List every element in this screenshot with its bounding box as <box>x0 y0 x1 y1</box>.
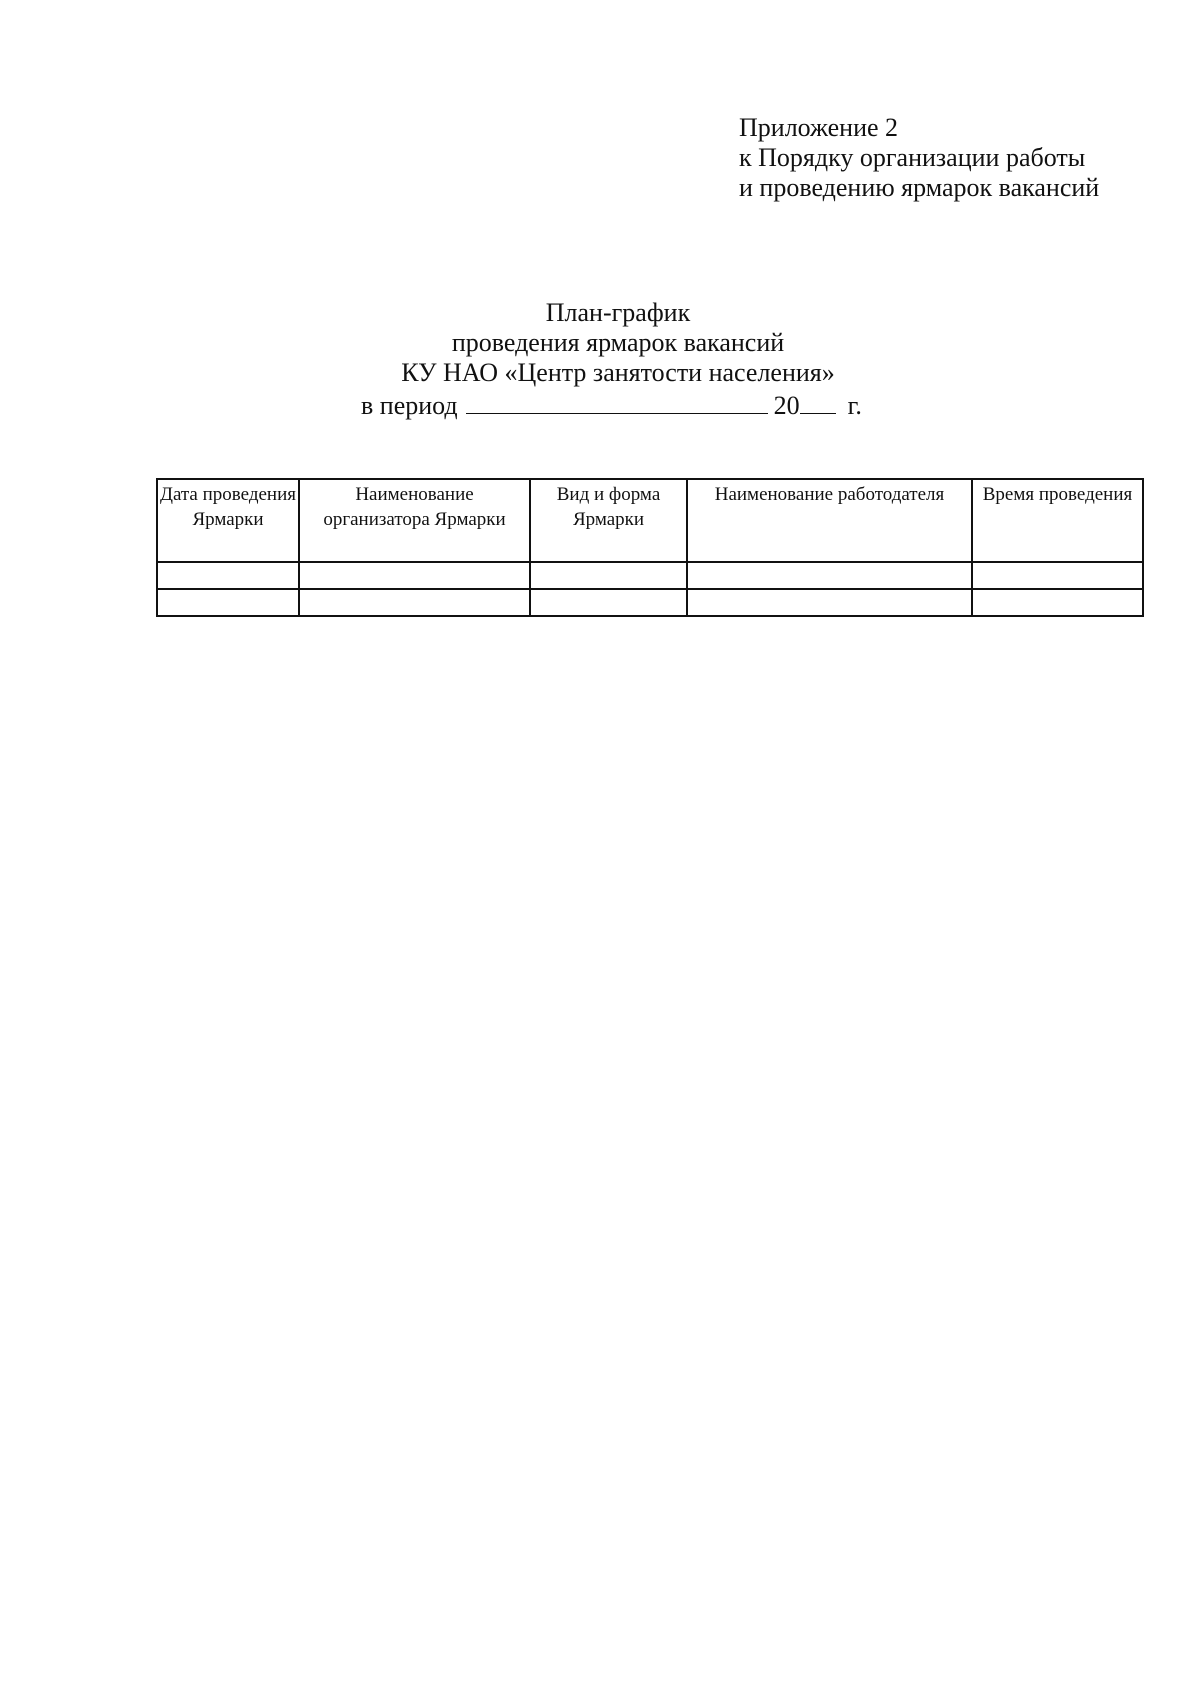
title-line-1: План-график <box>545 298 691 327</box>
period-blank-field <box>466 391 768 414</box>
table-cell <box>299 562 530 589</box>
table-cell <box>530 589 687 616</box>
table-cell <box>687 562 972 589</box>
table-cell <box>687 589 972 616</box>
table-cell <box>972 589 1143 616</box>
column-header-time: Время проведения <box>972 479 1143 562</box>
appendix-reference <box>739 113 1099 203</box>
year-prefix: 20 <box>773 391 800 420</box>
column-header-type-form: Вид и форма Ярмарки <box>530 479 687 562</box>
table-cell <box>157 562 299 589</box>
year-blank-field <box>800 391 836 414</box>
table-cell <box>530 562 687 589</box>
appendix-line-3: и проведению ярмарок вакансий <box>739 173 1100 202</box>
year-suffix: г. <box>847 391 862 420</box>
document-title <box>0 298 1200 388</box>
table-cell <box>157 589 299 616</box>
column-header-employer: Наименование работодателя <box>687 479 972 562</box>
column-header-date: Дата проведения Ярмарки <box>157 479 299 562</box>
table-header-row <box>157 479 1143 562</box>
table-row <box>157 562 1143 589</box>
title-line-2: проведения ярмарок вакансий <box>451 328 785 357</box>
table-cell <box>299 589 530 616</box>
appendix-line-2: к Порядку организации работы <box>739 143 1086 172</box>
table-cell <box>972 562 1143 589</box>
appendix-line-1: Приложение 2 <box>739 113 899 142</box>
plan-table <box>156 478 1144 617</box>
period-line <box>361 391 862 421</box>
table-row <box>157 589 1143 616</box>
column-header-organizer: Наименование организатора Ярмарки <box>299 479 530 562</box>
title-line-3: КУ НАО «Центр занятости населения» <box>401 358 835 387</box>
period-prefix: в период <box>361 391 458 420</box>
